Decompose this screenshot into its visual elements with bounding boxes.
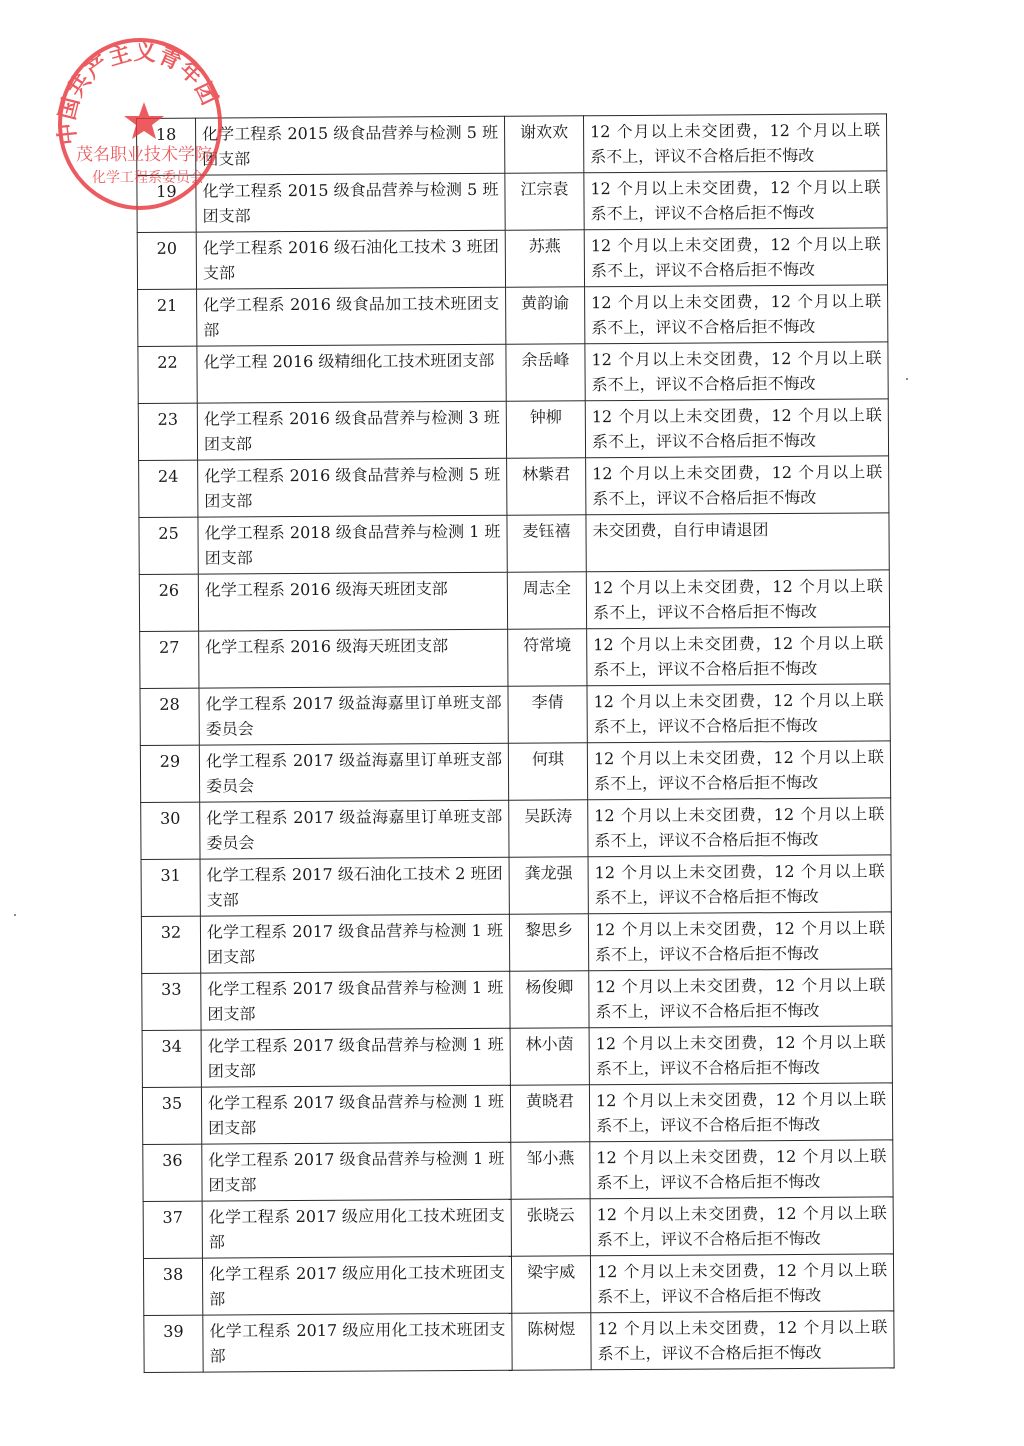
member-name: 林小茵: [510, 1028, 589, 1085]
removal-reason: 12 个月以上未交团费，12 个月以上联系不上，评议不合格后拒不悔改: [587, 627, 890, 686]
table-row: [144, 1311, 894, 1373]
table-row: [140, 627, 890, 689]
table-row: [139, 570, 889, 632]
branch-name: 化学工程系 2017 级食品营养与检测 1 班团支部: [201, 1028, 510, 1087]
row-number: 26: [139, 574, 198, 631]
row-number: 18: [137, 118, 196, 175]
member-name: 江宗袁: [505, 173, 584, 230]
member-name: 梁宇威: [511, 1256, 590, 1313]
member-name: 余岳峰: [506, 344, 585, 401]
removal-reason: 12 个月以上未交团费，12 个月以上联系不上，评议不合格后拒不悔改: [591, 1311, 894, 1370]
removal-reason: 12 个月以上未交团费，12 个月以上联系不上，评议不合格后拒不悔改: [586, 570, 889, 629]
row-number: 22: [138, 346, 197, 403]
removal-reason: 12 个月以上未交团费，12 个月以上联系不上，评议不合格后拒不悔改: [590, 1140, 893, 1199]
row-number: 38: [143, 1258, 202, 1315]
member-name: 钟柳: [506, 401, 585, 458]
row-number: 31: [141, 859, 200, 916]
removal-reason: 12 个月以上未交团费，12 个月以上联系不上，评议不合格后拒不悔改: [584, 228, 887, 287]
branch-name: 化学工程系 2018 级食品营养与检测 1 班团支部: [198, 515, 507, 574]
removal-reason: 12 个月以上未交团费，12 个月以上联系不上，评议不合格后拒不悔改: [586, 456, 889, 515]
removal-reason: 12 个月以上未交团费，12 个月以上联系不上，评议不合格后拒不悔改: [587, 684, 890, 743]
table-row: [141, 798, 891, 860]
member-name: 符常境: [508, 629, 587, 686]
row-number: 39: [144, 1315, 203, 1372]
table-row: [143, 1140, 893, 1202]
member-name: 周志全: [507, 572, 586, 629]
branch-name: 化学工程系 2017 级食品营养与检测 1 班团支部: [202, 1142, 511, 1201]
member-name: 吴跃涛: [509, 800, 588, 857]
branch-name: 化学工程系 2016 级食品营养与检测 5 班团支部: [198, 458, 507, 517]
table-body: [137, 114, 895, 1373]
row-number: 32: [141, 916, 200, 973]
member-name: 何琪: [508, 743, 587, 800]
member-name: 陈树煜: [512, 1313, 591, 1370]
member-name: 李倩: [508, 686, 587, 743]
row-number: 21: [138, 289, 197, 346]
branch-name: 化学工程系 2017 级食品营养与检测 1 班团支部: [201, 1085, 510, 1144]
table-row: [142, 969, 892, 1031]
table-row: [139, 456, 889, 518]
table-row: [138, 285, 888, 347]
branch-name: 化学工程系 2017 级益海嘉里订单班支部委员会: [199, 743, 508, 802]
row-number: 37: [143, 1201, 202, 1258]
removal-reason: 12 个月以上未交团费，12 个月以上联系不上，评议不合格后拒不悔改: [583, 114, 886, 173]
branch-name: 化学工程系 2017 级食品营养与检测 1 班团支部: [200, 914, 509, 973]
row-number: 27: [140, 631, 199, 688]
member-name: 邹小燕: [511, 1142, 590, 1199]
row-number: 29: [140, 745, 199, 802]
removal-reason: 12 个月以上未交团费，12 个月以上联系不上，评议不合格后拒不悔改: [589, 969, 892, 1028]
branch-name: 化学工程系 2017 级益海嘉里订单班支部委员会: [199, 686, 508, 745]
branch-name: 化学工程 2016 级精细化工技术班团支部: [197, 344, 506, 403]
removal-reason: 12 个月以上未交团费，12 个月以上联系不上，评议不合格后拒不悔改: [590, 1197, 893, 1256]
branch-name: 化学工程系 2016 级石油化工技术 3 班团支部: [196, 230, 505, 289]
seal-line-2: 化学工程系委员会: [92, 170, 204, 186]
member-name: 苏燕: [505, 230, 584, 287]
member-name: 杨俊卿: [510, 971, 589, 1028]
member-name: 张晓云: [511, 1199, 590, 1256]
member-name: 谢欢欢: [504, 116, 583, 173]
table-row: [140, 741, 890, 803]
removal-reason: 12 个月以上未交团费，12 个月以上联系不上，评议不合格后拒不悔改: [585, 285, 888, 344]
table-row: [141, 855, 891, 917]
row-number: 30: [141, 802, 200, 859]
red-seal-stamp: [52, 32, 222, 212]
seal-star-icon: [124, 102, 164, 139]
scan-speck: [906, 378, 908, 380]
removal-reason: 12 个月以上未交团费，12 个月以上联系不上，评议不合格后拒不悔改: [588, 912, 891, 971]
table-row: [137, 228, 887, 290]
row-number: 23: [138, 403, 197, 460]
branch-name: 化学工程系 2016 级海天班团支部: [199, 629, 508, 688]
table-row: [138, 342, 888, 404]
removal-reason: 12 个月以上未交团费，12 个月以上联系不上，评议不合格后拒不悔改: [589, 1083, 892, 1142]
table-row: [140, 684, 890, 746]
branch-name: 化学工程系 2017 级益海嘉里订单班支部委员会: [200, 800, 509, 859]
member-name: 龚龙强: [509, 857, 588, 914]
member-name: 麦钰禧: [507, 515, 586, 572]
removal-reason: 12 个月以上未交团费，12 个月以上联系不上，评议不合格后拒不悔改: [587, 741, 890, 800]
scan-speck: [14, 914, 16, 916]
table-row: [137, 171, 887, 233]
seal-arc-text: 中国共产主义青年团: [54, 40, 222, 147]
row-number: 34: [142, 1030, 201, 1087]
removal-reason: 12 个月以上未交团费，12 个月以上联系不上，评议不合格后拒不悔改: [585, 399, 888, 458]
row-number: 25: [139, 517, 198, 574]
row-number: 20: [137, 232, 196, 289]
branch-name: 化学工程系 2016 级食品加工技术班团支部: [197, 287, 506, 346]
row-number: 33: [142, 973, 201, 1030]
branch-name: 化学工程系 2015 级食品营养与检测 5 班团支部: [196, 116, 505, 175]
row-number: 35: [142, 1087, 201, 1144]
row-number: 28: [140, 688, 199, 745]
table-row: [138, 399, 888, 461]
removal-reason: 12 个月以上未交团费，12 个月以上联系不上，评议不合格后拒不悔改: [585, 342, 888, 401]
branch-name: 化学工程系 2017 级应用化工技术班团支部: [203, 1313, 512, 1372]
member-name: 林紫君: [507, 458, 586, 515]
removal-reason: 未交团费，自行申请退团: [586, 513, 889, 572]
branch-name: 化学工程系 2016 级海天班团支部: [198, 572, 507, 631]
removal-reason: 12 个月以上未交团费，12 个月以上联系不上，评议不合格后拒不悔改: [588, 798, 891, 857]
removal-reason: 12 个月以上未交团费，12 个月以上联系不上，评议不合格后拒不悔改: [584, 171, 887, 230]
branch-name: 化学工程系 2017 级应用化工技术班团支部: [202, 1256, 511, 1315]
table-row: [141, 912, 891, 974]
removal-reason: 12 个月以上未交团费，12 个月以上联系不上，评议不合格后拒不悔改: [590, 1254, 893, 1313]
table-row: [139, 513, 889, 575]
member-name: 黎思乡: [509, 914, 588, 971]
table-row: [143, 1197, 893, 1259]
table-row: [142, 1026, 892, 1088]
table-row: [137, 114, 887, 176]
seal-line-1: 茂名职业技术学院: [76, 145, 212, 165]
branch-name: 化学工程系 2017 级应用化工技术班团支部: [202, 1199, 511, 1258]
removal-reason: 12 个月以上未交团费，12 个月以上联系不上，评议不合格后拒不悔改: [588, 855, 891, 914]
expulsion-list-table: [136, 113, 895, 1373]
branch-name: 化学工程系 2015 级食品营养与检测 5 班团支部: [196, 173, 505, 232]
removal-reason: 12 个月以上未交团费，12 个月以上联系不上，评议不合格后拒不悔改: [589, 1026, 892, 1085]
branch-name: 化学工程系 2017 级食品营养与检测 1 班团支部: [201, 971, 510, 1030]
branch-name: 化学工程系 2016 级食品营养与检测 3 班团支部: [197, 401, 506, 460]
table-row: [143, 1254, 893, 1316]
branch-name: 化学工程系 2017 级石油化工技术 2 班团支部: [200, 857, 509, 916]
row-number: 19: [137, 175, 196, 232]
member-name: 黄韵谕: [506, 287, 585, 344]
row-number: 36: [143, 1144, 202, 1201]
member-name: 黄晓君: [510, 1085, 589, 1142]
table-row: [142, 1083, 892, 1145]
row-number: 24: [139, 460, 198, 517]
